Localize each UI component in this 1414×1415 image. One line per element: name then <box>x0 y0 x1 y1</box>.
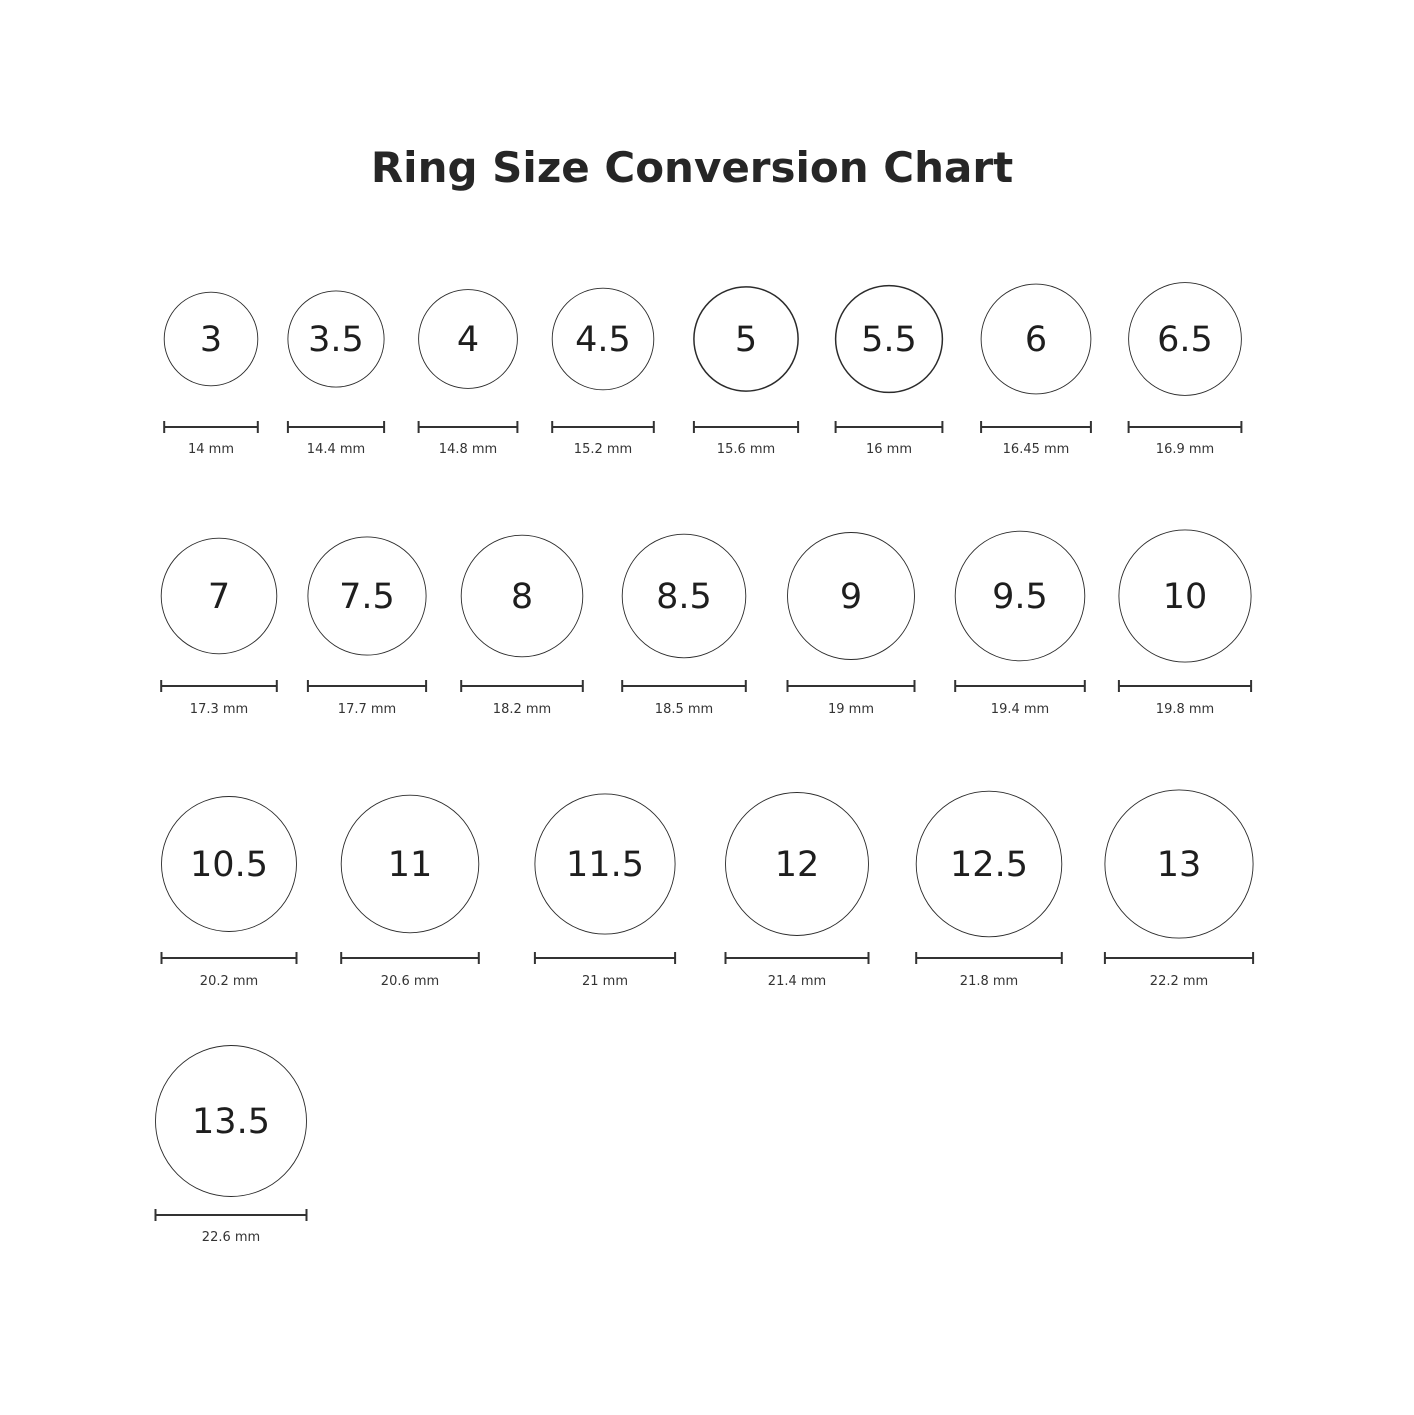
ring-size-label: 10.5 <box>190 845 268 885</box>
ring-size-9-5 <box>955 531 1085 717</box>
ring-size-label: 12.5 <box>950 845 1028 885</box>
diameter-ruler <box>1119 680 1251 692</box>
diameter-label: 17.7 mm <box>337 702 397 717</box>
diameter-label: 14 mm <box>187 442 235 457</box>
diameter-label: 14.8 mm <box>438 442 498 457</box>
ring-size-7 <box>161 538 277 717</box>
diameter-ruler <box>552 421 654 433</box>
ring-size-13 <box>1105 790 1253 989</box>
ring-size-5 <box>694 287 798 457</box>
ring-size-4 <box>419 290 518 457</box>
ring-size-label: 13 <box>1156 845 1202 885</box>
diameter-ruler <box>955 680 1085 692</box>
ring-size-label: 13.5 <box>192 1102 270 1142</box>
ring-size-label: 5 <box>734 320 758 360</box>
diameter-ruler <box>161 680 277 692</box>
diameter-label: 16.9 mm <box>1155 442 1215 457</box>
diameter-ruler <box>288 421 384 433</box>
diameter-ruler <box>981 421 1091 433</box>
diameter-ruler <box>162 952 297 964</box>
diameter-ruler <box>164 421 258 433</box>
ring-size-label: 10 <box>1162 577 1208 617</box>
ring-size-11-5 <box>535 794 675 989</box>
ring-size-label: 9 <box>839 577 863 617</box>
ring-size-7-5 <box>308 537 426 717</box>
diameter-ruler <box>788 680 915 692</box>
diameter-ruler <box>726 952 869 964</box>
ring-size-13-5 <box>156 1046 307 1246</box>
ring-size-12-5 <box>916 791 1062 989</box>
ring-size-label: 9.5 <box>992 577 1048 617</box>
ring-size-label: 4.5 <box>575 320 631 360</box>
ring-size-10-5 <box>162 797 297 990</box>
diameter-label: 22.6 mm <box>201 1230 261 1245</box>
ring-size-label: 8.5 <box>656 577 712 617</box>
ring-size-5-5 <box>836 286 943 457</box>
ring-size-6-5 <box>1129 283 1242 457</box>
diameter-label: 16 mm <box>865 442 913 457</box>
diameter-label: 15.2 mm <box>573 442 633 457</box>
ring-size-10 <box>1119 530 1251 717</box>
ring-size-label: 4 <box>456 320 480 360</box>
diameter-label: 22.2 mm <box>1149 974 1209 989</box>
diameter-label: 21.4 mm <box>767 974 827 989</box>
ring-size-label: 8 <box>510 577 534 617</box>
ring-size-label: 5.5 <box>861 320 917 360</box>
diameter-ruler <box>461 680 583 692</box>
ring-size-label: 12 <box>774 845 820 885</box>
diameter-label: 15.6 mm <box>716 442 776 457</box>
ring-size-3-5 <box>288 291 384 457</box>
diameter-label: 17.3 mm <box>189 702 249 717</box>
diameter-label: 19 mm <box>827 702 875 717</box>
ring-size-label: 3.5 <box>308 320 364 360</box>
ring-size-label: 11 <box>387 845 433 885</box>
ring-size-label: 6.5 <box>1157 320 1213 360</box>
diameter-ruler <box>1105 952 1253 964</box>
ring-size-label: 7.5 <box>339 577 395 617</box>
ring-size-label: 3 <box>199 320 223 360</box>
diameter-ruler <box>836 421 943 433</box>
diameter-label: 21.8 mm <box>959 974 1019 989</box>
diameter-ruler <box>622 680 746 692</box>
ring-size-11 <box>341 795 479 989</box>
ring-size-3 <box>164 292 258 457</box>
diameter-label: 20.2 mm <box>199 974 259 989</box>
diameter-ruler <box>341 952 479 964</box>
ring-size-4-5 <box>552 288 654 457</box>
diameter-ruler <box>419 421 518 433</box>
ring-size-label: 7 <box>207 577 231 617</box>
ring-size-6 <box>981 284 1091 457</box>
diameter-label: 18.2 mm <box>492 702 552 717</box>
diameter-ruler <box>916 952 1062 964</box>
ring-size-8 <box>461 535 583 717</box>
ring-size-8-5 <box>622 534 746 717</box>
ring-size-9 <box>788 533 915 718</box>
page-title: Ring Size Conversion Chart <box>370 143 1014 192</box>
diameter-ruler <box>535 952 675 964</box>
diameter-label: 16.45 mm <box>1002 442 1070 457</box>
ring-size-12 <box>726 793 869 990</box>
diameter-ruler <box>156 1209 307 1221</box>
ring-size-label: 6 <box>1024 320 1048 360</box>
diameter-label: 20.6 mm <box>380 974 440 989</box>
diameter-ruler <box>308 680 426 692</box>
diameter-label: 21 mm <box>581 974 629 989</box>
diameter-label: 19.4 mm <box>990 702 1050 717</box>
ring-size-label: 11.5 <box>566 845 644 885</box>
diameter-label: 19.8 mm <box>1155 702 1215 717</box>
diameter-label: 14.4 mm <box>306 442 366 457</box>
diameter-ruler <box>694 421 798 433</box>
diameter-ruler <box>1129 421 1242 433</box>
diameter-label: 18.5 mm <box>654 702 714 717</box>
